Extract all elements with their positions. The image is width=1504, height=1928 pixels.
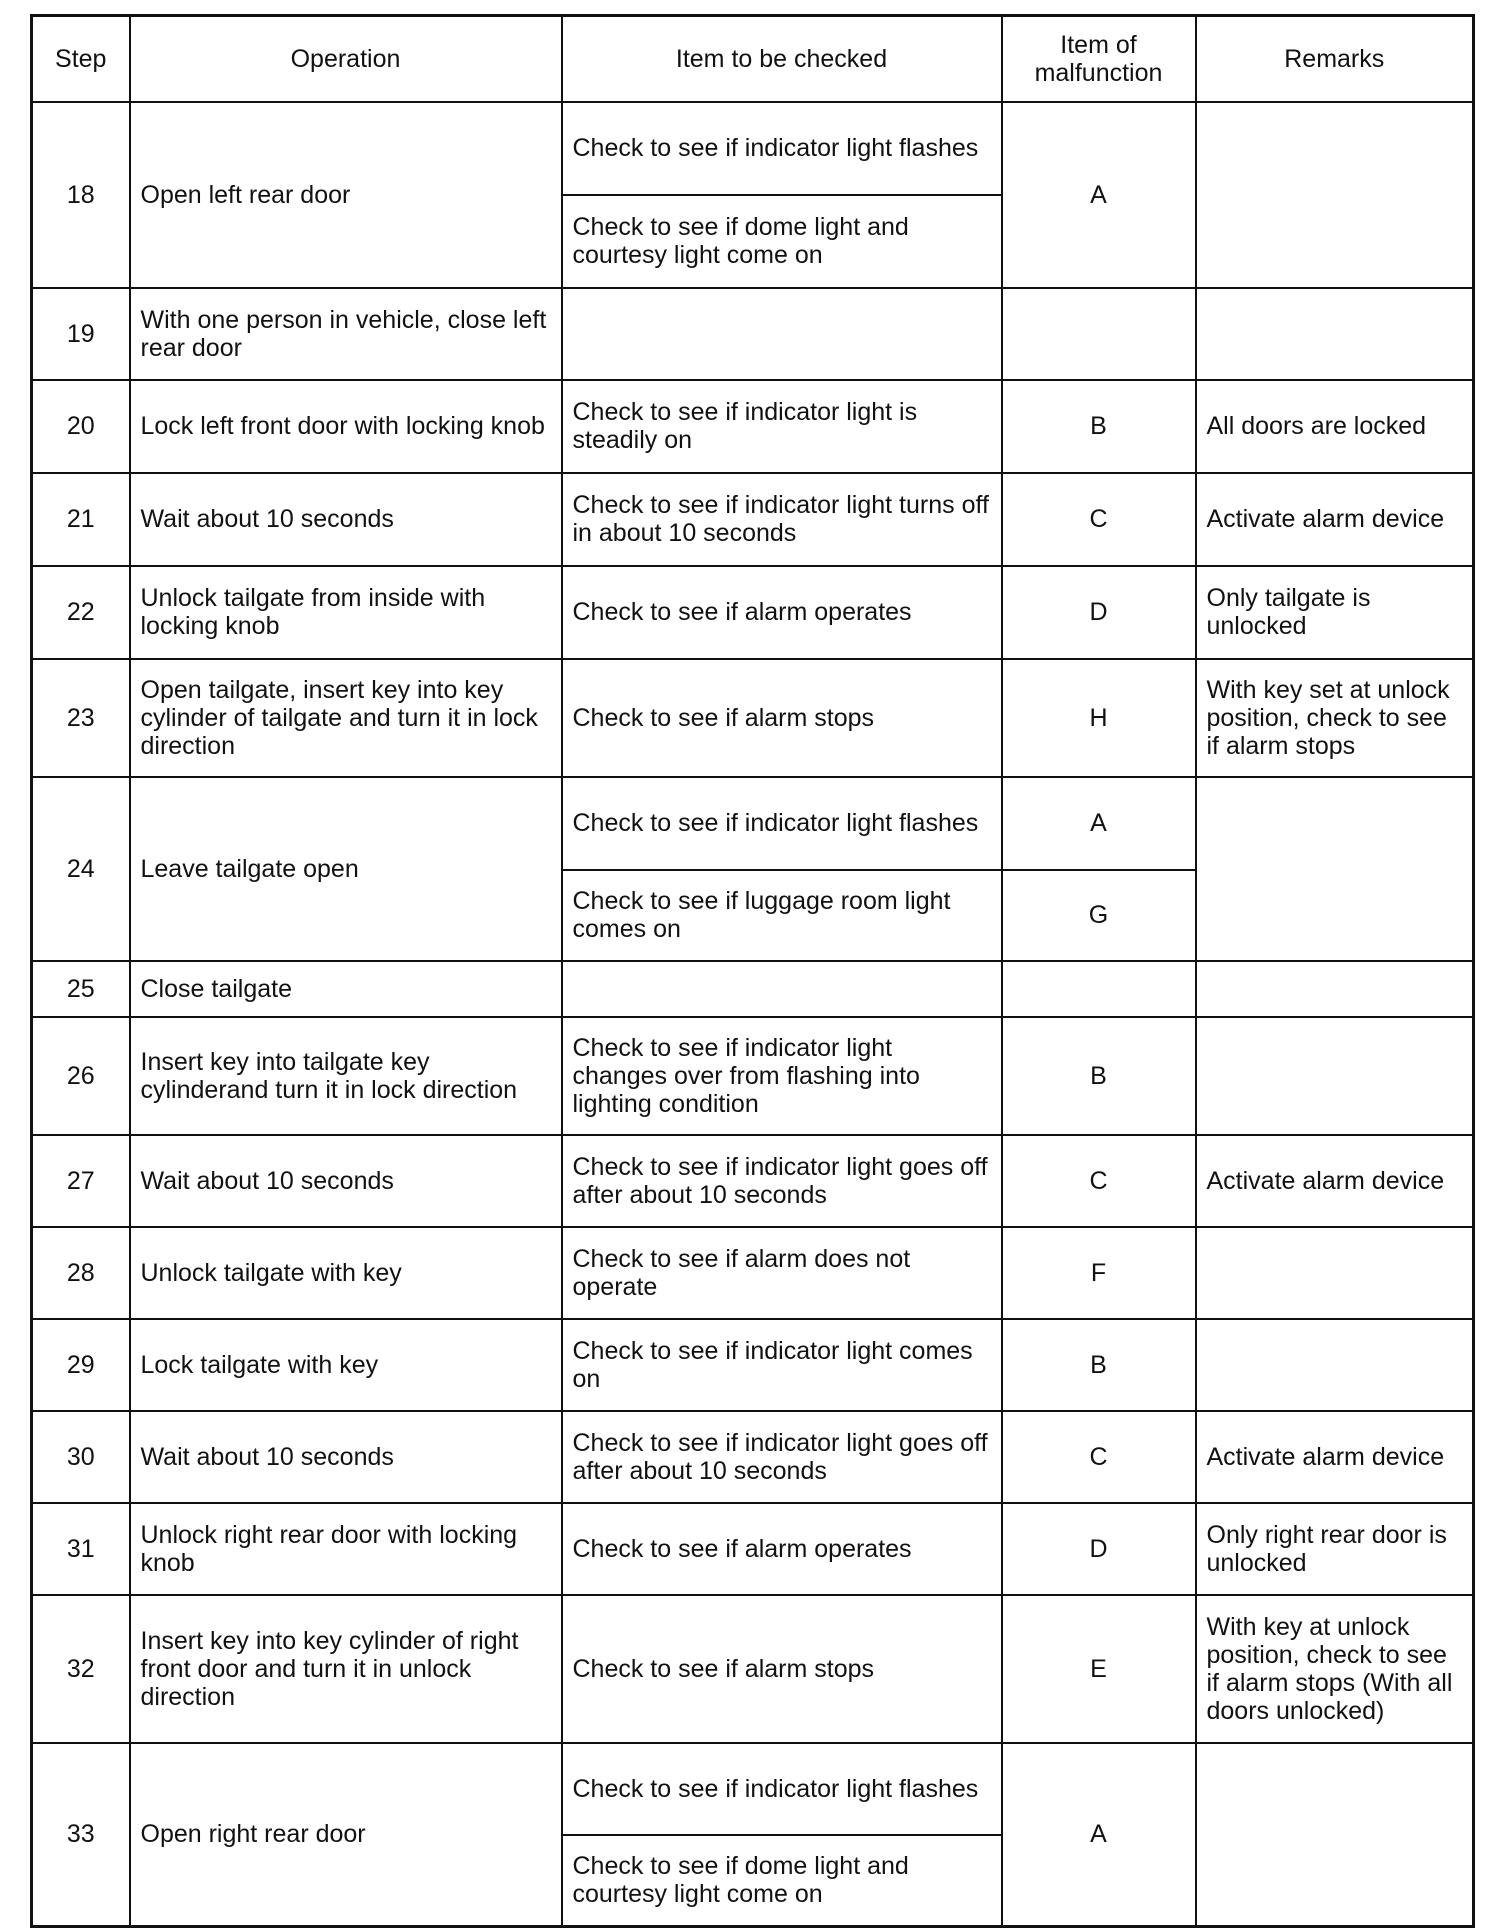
header-item-checked: Item to be checked: [562, 16, 1002, 102]
operation-cell: Lock left front door with locking knob: [130, 380, 562, 473]
table-row: [32, 1503, 1474, 1595]
header-malfunction: Item of malfunction: [1002, 16, 1196, 102]
operation-cell: Close tailgate: [130, 961, 562, 1017]
malfunction-cell: D: [1002, 566, 1196, 659]
remarks-cell: Activate alarm device: [1196, 473, 1474, 566]
malfunction-cell: D: [1002, 1503, 1196, 1595]
check-cell: Check to see if dome light and courtesy light come on: [562, 195, 1002, 288]
malfunction-cell: C: [1002, 1135, 1196, 1227]
check-cell: Check to see if dome light and courtesy light come on: [562, 1835, 1002, 1927]
operation-cell: Wait about 10 seconds: [130, 1411, 562, 1503]
remarks-cell: [1196, 777, 1474, 961]
table-row: [32, 473, 1474, 566]
step-cell: 24: [32, 777, 130, 961]
remarks-cell: All doors are locked: [1196, 380, 1474, 473]
operation-cell: With one person in vehicle, close left rear door: [130, 288, 562, 380]
malfunction-cell: B: [1002, 1319, 1196, 1411]
check-cell: Check to see if indicator light comes on: [562, 1319, 1002, 1411]
malfunction-cell: A: [1002, 102, 1196, 288]
table-row: [32, 1227, 1474, 1319]
remarks-cell: Activate alarm device: [1196, 1411, 1474, 1503]
malfunction-cell: [1002, 288, 1196, 380]
malfunction-cell: A: [1002, 777, 1196, 870]
header-row: [32, 16, 1474, 102]
table-row: [32, 1135, 1474, 1227]
check-cell: Check to see if indicator light goes off after about 10 seconds: [562, 1135, 1002, 1227]
step-cell: 27: [32, 1135, 130, 1227]
operation-cell: Wait about 10 seconds: [130, 473, 562, 566]
check-cell: Check to see if indicator light flashes: [562, 1743, 1002, 1835]
header-operation: Operation: [130, 16, 562, 102]
table-row: [32, 961, 1474, 1017]
check-cell: Check to see if indicator light changes over from flashing into lighting condition: [562, 1017, 1002, 1135]
step-cell: 33: [32, 1743, 130, 1927]
table-row: [32, 380, 1474, 473]
check-cell: Check to see if alarm operates: [562, 566, 1002, 659]
remarks-cell: Only right rear door is unlocked: [1196, 1503, 1474, 1595]
table-row: [32, 659, 1474, 777]
malfunction-cell: H: [1002, 659, 1196, 777]
header-remarks: Remarks: [1196, 16, 1474, 102]
malfunction-cell: A: [1002, 1743, 1196, 1927]
operation-cell: Unlock tailgate with key: [130, 1227, 562, 1319]
check-cell: Check to see if alarm stops: [562, 659, 1002, 777]
table-row: [32, 777, 1474, 870]
step-cell: 26: [32, 1017, 130, 1135]
check-cell: Check to see if indicator light flashes: [562, 777, 1002, 870]
operation-cell: Lock tailgate with key: [130, 1319, 562, 1411]
malfunction-cell: C: [1002, 473, 1196, 566]
remarks-cell: [1196, 1319, 1474, 1411]
table-row: [32, 1411, 1474, 1503]
step-cell: 21: [32, 473, 130, 566]
table-row: [32, 102, 1474, 195]
remarks-cell: [1196, 1017, 1474, 1135]
table-row: [32, 288, 1474, 380]
check-cell: Check to see if indicator light flashes: [562, 102, 1002, 195]
remarks-cell: [1196, 1227, 1474, 1319]
operation-cell: Open left rear door: [130, 102, 562, 288]
malfunction-cell: F: [1002, 1227, 1196, 1319]
table-row: [32, 1743, 1474, 1835]
remarks-cell: With key at unlock position, check to see if alarm stops (With all doors unlocked): [1196, 1595, 1474, 1743]
header-step: Step: [32, 16, 130, 102]
operation-cell: Insert key into tailgate key cylinderand turn it in lock direction: [130, 1017, 562, 1135]
table-row: [32, 1017, 1474, 1135]
remarks-cell: Only tailgate is unlocked: [1196, 566, 1474, 659]
check-cell: [562, 961, 1002, 1017]
remarks-cell: [1196, 288, 1474, 380]
check-cell: Check to see if luggage room light comes on: [562, 870, 1002, 961]
alarm-check-table: [30, 14, 1475, 1928]
check-cell: Check to see if indicator light goes off after about 10 seconds: [562, 1411, 1002, 1503]
operation-cell: Leave tailgate open: [130, 777, 562, 961]
step-cell: 28: [32, 1227, 130, 1319]
step-cell: 29: [32, 1319, 130, 1411]
step-cell: 30: [32, 1411, 130, 1503]
malfunction-cell: B: [1002, 380, 1196, 473]
step-cell: 32: [32, 1595, 130, 1743]
step-cell: 19: [32, 288, 130, 380]
operation-cell: Insert key into key cylinder of right front door and turn it in unlock direction: [130, 1595, 562, 1743]
operation-cell: Open right rear door: [130, 1743, 562, 1927]
check-cell: Check to see if indicator light is steadily on: [562, 380, 1002, 473]
check-cell: Check to see if alarm operates: [562, 1503, 1002, 1595]
remarks-cell: With key set at unlock position, check to see if alarm stops: [1196, 659, 1474, 777]
table-row: [32, 1595, 1474, 1743]
step-cell: 25: [32, 961, 130, 1017]
malfunction-cell: C: [1002, 1411, 1196, 1503]
check-cell: Check to see if indicator light turns off in about 10 seconds: [562, 473, 1002, 566]
check-cell: [562, 288, 1002, 380]
malfunction-cell: E: [1002, 1595, 1196, 1743]
remarks-cell: Activate alarm device: [1196, 1135, 1474, 1227]
malfunction-cell: G: [1002, 870, 1196, 961]
step-cell: 20: [32, 380, 130, 473]
remarks-cell: [1196, 961, 1474, 1017]
step-cell: 23: [32, 659, 130, 777]
operation-cell: Open tailgate, insert key into key cylinder of tailgate and turn it in lock direction: [130, 659, 562, 777]
operation-cell: Unlock tailgate from inside with locking knob: [130, 566, 562, 659]
remarks-cell: [1196, 1743, 1474, 1927]
step-cell: 22: [32, 566, 130, 659]
malfunction-cell: [1002, 961, 1196, 1017]
check-cell: Check to see if alarm stops: [562, 1595, 1002, 1743]
step-cell: 18: [32, 102, 130, 288]
step-cell: 31: [32, 1503, 130, 1595]
malfunction-cell: B: [1002, 1017, 1196, 1135]
operation-cell: Unlock right rear door with locking knob: [130, 1503, 562, 1595]
check-cell: Check to see if alarm does not operate: [562, 1227, 1002, 1319]
remarks-cell: [1196, 102, 1474, 288]
table-row: [32, 1319, 1474, 1411]
operation-cell: Wait about 10 seconds: [130, 1135, 562, 1227]
table-row: [32, 566, 1474, 659]
